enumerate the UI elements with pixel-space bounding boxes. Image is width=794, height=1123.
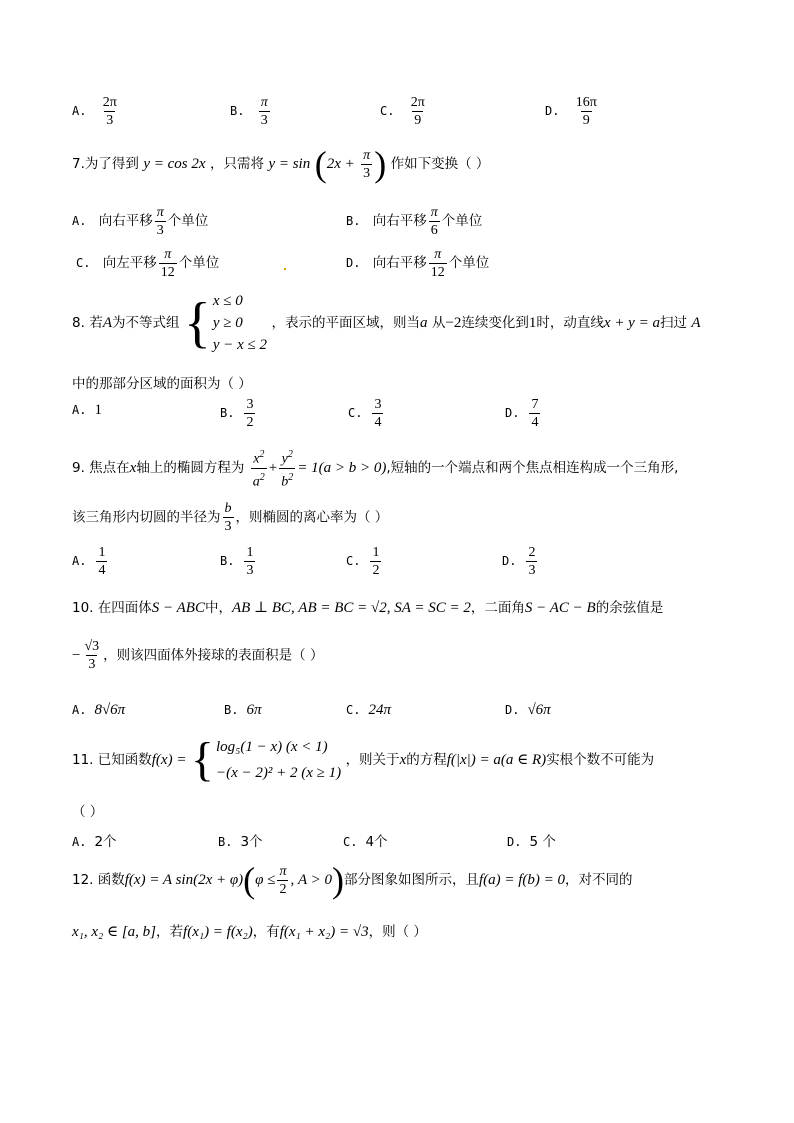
q9-option-c[interactable]: C. $\frac{1}{2}$	[346, 545, 380, 578]
fraction: $\frac{\pi}{3}$	[260, 95, 268, 128]
left-paren: (	[314, 144, 327, 184]
q9-stem: 9. 焦点在x轴上的椭圆方程为 $\frac{x^2}{a^2}$ + $\frac{y^2}{b^2}$ = 1(a > b > 0),短轴的一个端点和两个焦点相连构成一个三角形,	[72, 446, 678, 490]
fraction-pi-2: $\frac{\pi}{2}$	[279, 863, 287, 897]
q10-option-d[interactable]: D. √6π	[505, 702, 551, 718]
fraction: $\frac{\pi}{6}$	[430, 205, 438, 238]
q6-option-d[interactable]: D. $\frac{16\pi}{9}$	[545, 95, 597, 128]
right-paren: )	[374, 144, 387, 184]
fraction: $\frac{\pi}{3}$	[363, 147, 371, 181]
fraction: $\frac{2\pi}{9}$	[410, 95, 425, 128]
q8-option-a[interactable]: A. 1	[72, 402, 102, 418]
q9-stem-line2: 该三角形内切圆的半径为 $\frac{b}{3}$ ，则椭圆的离心率为（ ）	[72, 501, 389, 534]
q10-stem-line2: − $\frac{√3}{3}$ ，则该四面体外接球的表面积是（ ）	[72, 639, 324, 672]
q8-option-c[interactable]: C. $\frac{3}{4}$	[348, 397, 382, 430]
piecewise-function: { log₅(1 − x) (x < 1) −(x − 2)² + 2 (x ≥ 1)	[190, 733, 342, 786]
fraction-x2-a2: $\frac{x^2}{a^2}$	[252, 449, 265, 490]
q8-option-d[interactable]: D. $\frac{7}{4}$	[505, 397, 539, 430]
left-brace: {	[190, 733, 214, 786]
fraction: $\frac{\pi}{12}$	[160, 247, 175, 280]
fraction-y2-b2: $\frac{y^2}{b^2}$	[281, 449, 294, 490]
q11-option-b[interactable]: B. 3个	[218, 834, 263, 850]
fraction: $\frac{\pi}{3}$	[156, 205, 164, 238]
inequality-system: { x ≤ 0 y ≥ 0 y − x ≤ 2	[183, 292, 268, 354]
q11-option-c[interactable]: C. 4个	[343, 834, 388, 850]
q9-option-b[interactable]: B. $\frac{1}{3}$	[220, 545, 254, 578]
q10-option-c[interactable]: C. 24π	[346, 702, 391, 718]
q7-option-c[interactable]: C. 向左平移 $\frac{\pi}{12}$ 个单位	[76, 247, 220, 280]
q7-stem: 7.为了得到 y = cos 2x ，只需将 y = sin (2x + $\frac{\pi}{3}$ ) 作如下变换（ ）	[72, 144, 490, 184]
q11-option-d[interactable]: D. 5 个	[507, 834, 556, 850]
q8-stem: 8. 若A为不等式组 { x ≤ 0 y ≥ 0 y − x ≤ 2 ，表示的平面区域，则当a 从−2连续变化到1时，动直线x + y = a扫过 A	[72, 292, 701, 354]
fraction: $\frac{√3}{3}$	[84, 639, 100, 672]
q8-stem-line2: 中的那部分区域的面积为（ ）	[72, 376, 252, 392]
q7-option-d[interactable]: D. 向右平移 $\frac{\pi}{12}$ 个单位	[346, 247, 490, 280]
q12-stem: 12. 函数f(x) = A sin(2x + φ)(φ ≤ $\frac{\pi}{2}$ , A > 0)部分图象如图所示，且f(a) = f(b) = 0，对不同的	[72, 860, 633, 900]
fraction: $\frac{1}{4}$	[98, 545, 106, 578]
fraction: $\frac{b}{3}$	[224, 501, 232, 534]
fraction: $\frac{16\pi}{9}$	[575, 95, 597, 128]
q11-paren: （ ）	[72, 804, 104, 820]
q12-stem-line2: x₁, x₂ ∈ [a, b]，若f(x₁) = f(x₂)，有f(x₁ + x₂) = √3，则（ ）	[72, 924, 427, 940]
q10-option-b[interactable]: B. 6π	[224, 702, 262, 718]
q9-option-a[interactable]: A. $\frac{1}{4}$	[72, 545, 106, 578]
q10-option-a[interactable]: A. 8√6π	[72, 702, 126, 718]
left-paren: (	[243, 860, 256, 900]
fraction: $\frac{\pi}{12}$	[430, 247, 445, 280]
q6-option-c[interactable]: C. $\frac{2\pi}{9}$	[380, 95, 425, 128]
q11-option-a[interactable]: A. 2个	[72, 834, 117, 850]
fraction: $\frac{1}{3}$	[246, 545, 254, 578]
fraction: $\frac{3}{2}$	[246, 397, 254, 430]
right-paren: )	[331, 860, 344, 900]
fraction: $\frac{7}{4}$	[531, 397, 539, 430]
q10-stem: 10. 在四面体S − ABC中，AB ⊥ BC, AB = BC = √2, SA = SC = 2，二面角S − AC − B的余弦值是	[72, 600, 664, 616]
q6-option-b[interactable]: B. $\frac{\pi}{3}$	[230, 95, 268, 128]
q9-option-d[interactable]: D. $\frac{2}{3}$	[502, 545, 536, 578]
q6-option-a[interactable]: A. $\frac{2\pi}{3}$	[72, 95, 117, 128]
fraction: $\frac{2\pi}{3}$	[102, 95, 117, 128]
fraction: $\frac{2}{3}$	[528, 545, 536, 578]
stray-dot	[284, 268, 286, 270]
fraction: $\frac{3}{4}$	[374, 397, 382, 430]
q7-option-a[interactable]: A. 向右平移 $\frac{\pi}{3}$ 个单位	[72, 205, 209, 238]
left-brace: {	[183, 292, 211, 354]
q11-stem: 11. 已知函数f(x) = { log₅(1 − x) (x < 1) −(x − 2)² + 2 (x ≥ 1) ，则关于x的方程f(|x|) = a(a ∈ R)实根个数不可能为	[72, 733, 655, 786]
fraction: $\frac{1}{2}$	[372, 545, 380, 578]
q7-option-b[interactable]: B. 向右平移 $\frac{\pi}{6}$ 个单位	[346, 205, 483, 238]
q8-option-b[interactable]: B. $\frac{3}{2}$	[220, 397, 254, 430]
